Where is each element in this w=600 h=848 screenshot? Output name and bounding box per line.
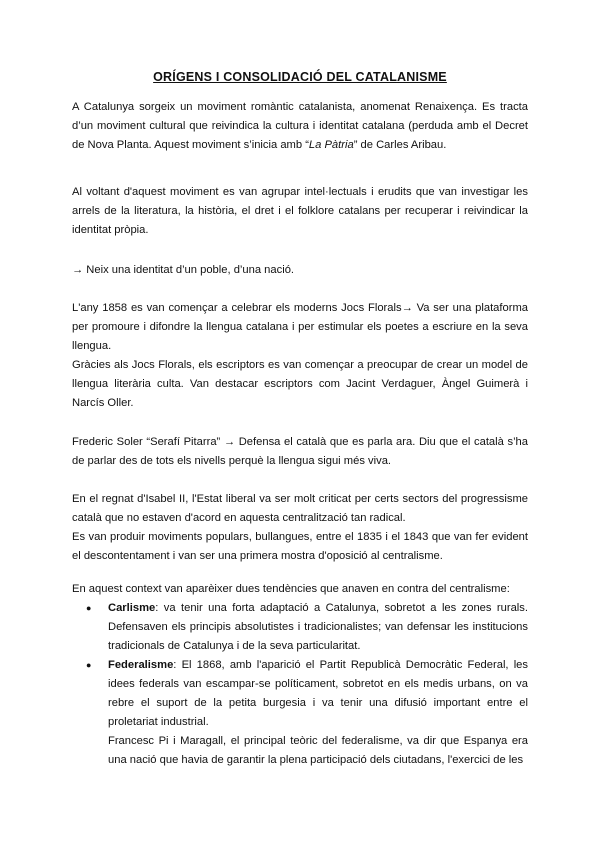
p6b-text: Es van produir moviments populars, bullangues, entre el 1835 i el 1843 que van fer evident el descontentament i van ser una primera mostra d'oposició al centralisme. [72,531,528,562]
bullet-term: Carlisme [108,602,156,614]
bullet-text: : va tenir una forta adaptació a Catalunya, sobretot a les zones rurals. Defensaven els principis absolutistes i tradicionalistes; van defensar les institucions tradicionals de Catalunya i de la seva particularitat. [108,602,528,652]
bullet-extra-text: Francesc Pi i Maragall, el principal teòric del federalisme, va dir que Espanya era una nació que havia de garantir la plena participació dels ciutadans, l'exercici de les [108,735,528,766]
tendencies-list [72,599,528,770]
p1-text-end: ” de Carles Aribau. [353,139,447,151]
p5-text: Frederic Soler “Serafí Pitarra” → Defensa el català que es parla ara. Diu que el català s’ha de parlar des de tots els nivells perquè la llengua sigui més viva. [72,436,528,467]
bullet-term: Federalisme [108,659,174,671]
p7-text: En aquest context van aparèixer dues tendències que anaven en contra del centralisme: [72,583,510,595]
p1-italic-title: La Pàtria [308,139,354,151]
paragraph-renaixenca [72,98,528,155]
p2-text: Al voltant d'aquest moviment es van agrupar intel·lectuals i erudits que van investigar les arrels de la literatura, la història, el dret i el folklore catalans per recuperar i reivindicar la identitat pròpia. [72,186,528,236]
bullet-text: : El 1868, amb l'aparició el Partit Republicà Democràtic Federal, les idees federals van escampar-se políticament, sobretot en els medis urbans, on va rebre el suport de la petita burgesia i va tenir una difusió important entre el proletariat industrial. [108,659,528,728]
paragraph-jocs-florals [72,299,528,413]
p4a-text: L'any 1858 es van començar a celebrar els moderns Jocs Florals→ Va ser una plataforma per promoure i difondre la llengua catalana i per estimular els poetes a escriure en la seva llengua. [72,302,528,352]
paragraph-isabel-ii [72,490,528,566]
page-title: ORÍGENS I CONSOLIDACIÓ DEL CATALANISME [153,70,447,84]
paragraph-tendencies [72,580,528,599]
paragraph-intellectuals [72,183,528,240]
paragraph-identitat [72,261,528,280]
p4b-text: Gràcies als Jocs Florals, els escriptors es van començar a preocupar de crear un model de llengua literària culta. Van destacar escriptors com Jacint Verdaguer, Àngel Guimerà i Narcís Oller. [72,359,528,409]
p1-text-start: A Catalunya sorgeix un moviment romàntic catalanista, anomenat Renaixença. Es tracta d’un moviment cultural que reivindica la cultura i identitat catalana (perduda amb el Decret de Nova Planta. Aquest moviment s’inicia amb “ [72,101,528,151]
p3-text: → Neix una identitat d’un poble, d’una nació. [72,264,295,276]
p6a-text: En el regnat d'Isabel II, l'Estat liberal va ser molt criticat per certs sectors del progressisme català que no estaven d'acord en aquesta centralització tan radical. [72,493,528,524]
list-item [72,599,528,656]
paragraph-pitarra [72,433,528,471]
list-item [72,656,528,770]
